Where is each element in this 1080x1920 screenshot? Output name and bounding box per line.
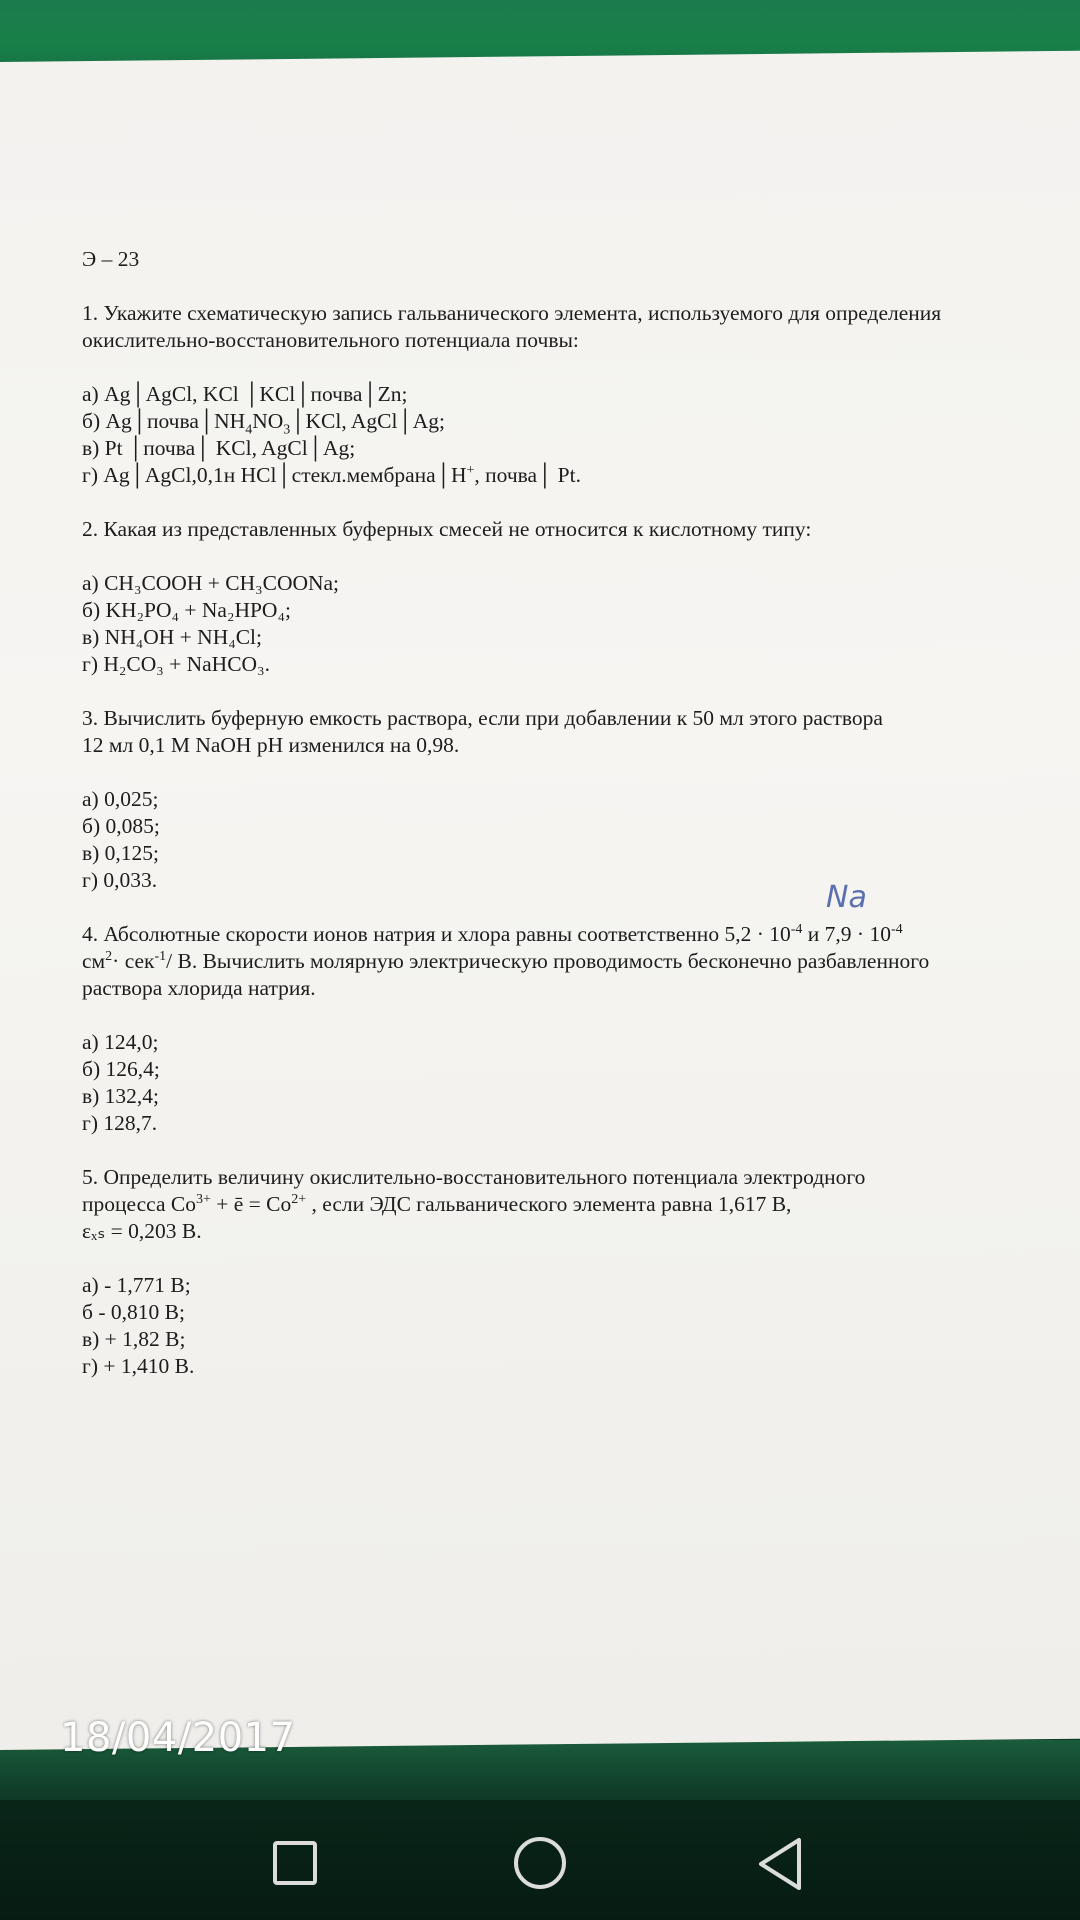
document-body — [82, 246, 1032, 1380]
date-stamp: 18/04/2017 — [60, 1715, 296, 1761]
doc-code: Э – 23 — [82, 247, 140, 271]
q5-option-b: б - 0,810 В; — [82, 1300, 185, 1324]
home-circle-icon[interactable] — [514, 1837, 566, 1889]
q3-option-c: в) 0,125; — [82, 841, 160, 865]
q4-option-a: а) 124,0; — [82, 1030, 159, 1054]
q1-option-a: а) Ag│AgCl, KCl │KCl│почва│Zn; — [82, 382, 408, 406]
q4-line2: $см^2\cdot сек^{-1}/$ В. Вычислить молярную электрическую проводимость бесконечно разбавленного — [82, 948, 930, 973]
q4-option-c: в) 132,4; — [82, 1084, 160, 1108]
q2-line1: 2. Какая из представленных буферных смесей не относится к кислотному типу: — [82, 517, 812, 541]
q1-line1: 1. Укажите схематическую запись гальванического элемента, используемого для определения — [82, 301, 942, 325]
q1-line2: окислительно-восстановительного потенциала почвы: — [82, 328, 579, 352]
q4-line3: раствора хлорида натрия. — [82, 976, 316, 1000]
q1-option-d: г) Ag│AgCl,0,1н HCl│стекл.мембрана│H+, почва│ Pt. — [82, 462, 581, 487]
q4-option-d: г) 128,7. — [82, 1111, 158, 1135]
q1-option-b: б) $Ag│почва│NH_4NO_3│KCl$, AgCl│Ag; — [82, 409, 445, 438]
q3-line2: 12 мл 0,1 М NaOH pH изменился на 0,98. — [82, 733, 460, 757]
q3-option-a: а) 0,025; — [82, 787, 159, 811]
q2-option-d: г) H₂CO₃ + NaHCO₃. — [82, 652, 270, 676]
q3-option-b: б) 0,085; — [82, 814, 160, 838]
q4-option-b: б) 126,4; — [82, 1057, 160, 1081]
q3-option-d: г) 0,033. — [82, 868, 158, 892]
q2-option-c: в) NH₄OH + NH₄Cl; — [82, 625, 262, 649]
handwritten-note: Na — [826, 880, 867, 915]
q5-line1: 5. Определить величину окислительно-восстановительного потенциала электродного — [82, 1165, 866, 1189]
q5-line2: процесса $Co^{3+}$ + ē = $Co^{2+}$ , если ЭДС гальванического элемента равна 1,617 В, — [82, 1191, 792, 1216]
q5-option-d: г) + 1,410 В. — [82, 1354, 195, 1378]
q5-line3: εₓₛ = 0,203 В. — [82, 1219, 202, 1243]
q1-option-c: в) Pt │почва│ KCl, AgCl│Ag; — [82, 436, 356, 460]
q2-option-b: б) KH₂PO₄ + Na₂HPO₄; — [82, 598, 291, 622]
q2-option-a: а) CH₃COOH + CH₃COONa; — [82, 571, 340, 595]
recents-square-icon[interactable] — [273, 1841, 317, 1885]
q5-option-c: в) + 1,82 В; — [82, 1327, 186, 1351]
q3-line1: 3. Вычислить буферную емкость раствора, если при добавлении к 50 мл этого раствора — [82, 706, 883, 730]
q4-line1: 4. Абсолютные скорости ионов натрия и хлора равны соответственно $5,2 \cdot 10^{-4}$ и $7,9 \cdot 10^{-4}$ — [82, 921, 903, 946]
q5-option-a: а) - 1,771 В; — [82, 1273, 191, 1297]
back-triangle-icon[interactable] — [755, 1836, 805, 1892]
